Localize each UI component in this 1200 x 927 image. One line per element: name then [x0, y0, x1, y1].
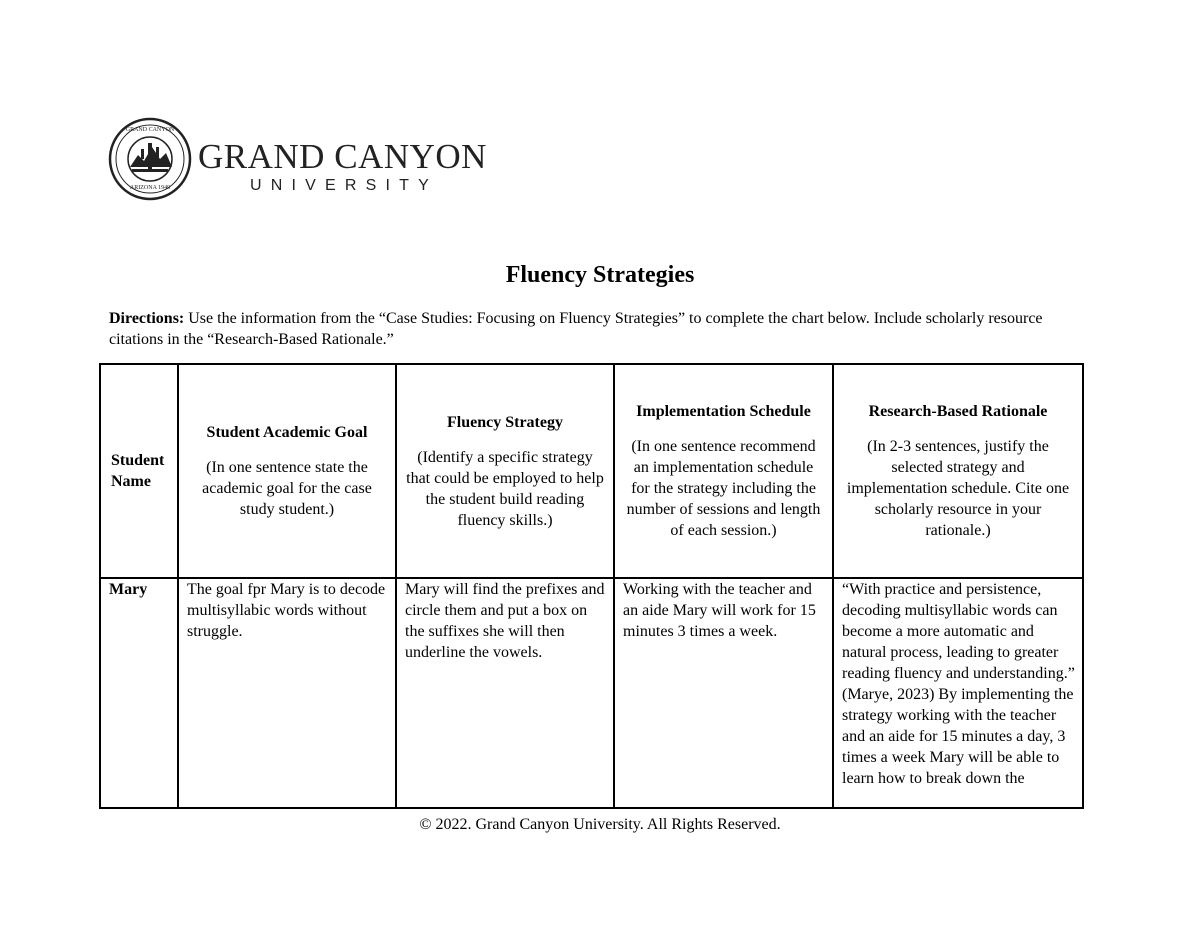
header-research-rationale-note: (In 2-3 sentences, justify the selected strategy and implementation schedule. Cite one scholarly resource in your rationale.)	[846, 438, 1070, 539]
header-fluency-strategy-note: (Identify a specific strategy that could be employed to help the student build reading fluency skills.)	[406, 448, 604, 529]
directions	[109, 308, 1059, 350]
fluency-strategy-text: Mary will find the prefixes and circle them and put a box on the suffixes she will then underline the vowels.	[405, 581, 605, 661]
header-implementation-schedule-title: Implementation Schedule	[636, 403, 811, 420]
directions-label: Directions:	[109, 310, 185, 327]
header-research-rationale	[833, 364, 1083, 578]
cell-student-name	[100, 578, 178, 808]
header-implementation-schedule	[614, 364, 833, 578]
header-implementation-schedule-note: (In one sentence recommend an implementation schedule for the strategy including the number of sessions and length of each session.)	[626, 438, 821, 539]
logo-wordmark	[198, 139, 487, 195]
academic-goal-text: The goal fpr Mary is to decode multisyllabic words without struggle.	[187, 581, 386, 640]
student-name: Mary	[109, 581, 148, 598]
header-academic-goal	[178, 364, 396, 578]
table-row	[100, 578, 1083, 808]
cell-fluency-strategy	[396, 578, 614, 808]
header-student-name-title: Student Name	[111, 452, 165, 490]
svg-text:ARIZONA 1949: ARIZONA 1949	[129, 185, 171, 191]
university-logo	[108, 117, 487, 201]
header-academic-goal-title: Student Academic Goal	[206, 424, 368, 441]
directions-text: Use the information from the “Case Studies: Focusing on Fluency Strategies” to complete the chart below. Include scholarly resource citations in the “Research-Based Rationale.”	[109, 310, 1043, 348]
research-rationale-text: “With practice and persistence, decoding multisyllabic words can become a more automatic and natural process, leading to greater reading fluency and understanding.” (Marye, 2023) By implementing the strategy working with the teacher and an aide for 15 minutes a day, 3 times a week Mary will be able to learn how to break down the	[842, 581, 1075, 787]
university-seal-icon	[108, 117, 192, 201]
logo-line-2: UNIVERSITY	[250, 177, 439, 194]
logo-line-1: GRAND CANYON	[198, 137, 487, 176]
page-title: Fluency Strategies	[505, 262, 695, 288]
cell-research-rationale	[833, 578, 1083, 808]
cell-implementation-schedule	[614, 578, 833, 808]
header-student-name	[100, 364, 178, 578]
header-fluency-strategy-title: Fluency Strategy	[447, 413, 563, 431]
implementation-schedule-text: Working with the teacher and an aide Mary will work for 15 minutes 3 times a week.	[623, 581, 816, 640]
header-fluency-strategy	[396, 364, 614, 578]
strategy-chart	[99, 363, 1084, 809]
header-academic-goal-note: (In one sentence state the academic goal for the case study student.)	[202, 459, 372, 518]
svg-text:GRAND CANYON: GRAND CANYON	[125, 127, 175, 133]
cell-academic-goal	[178, 578, 396, 808]
copyright-footer: © 2022. Grand Canyon University. All Rights Reserved.	[419, 816, 781, 833]
header-row	[100, 364, 1083, 578]
header-research-rationale-title: Research-Based Rationale	[868, 403, 1048, 420]
